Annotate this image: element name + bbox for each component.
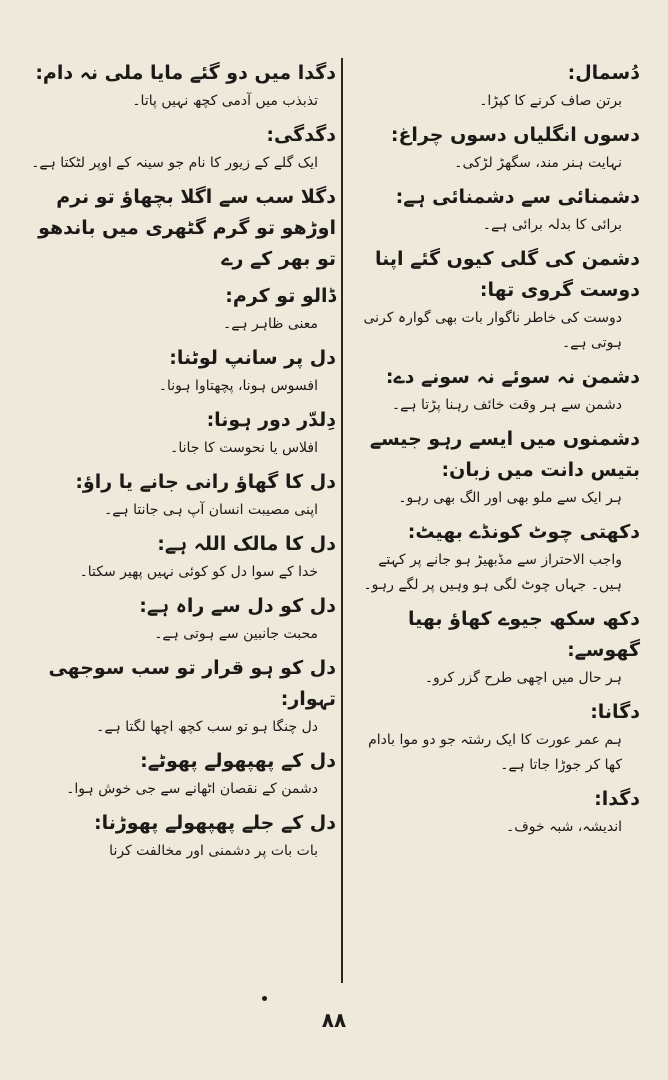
entry-meaning: دوست کی خاطر ناگوار بات بھی گوارہ کرنی ہوتی ہے۔ — [363, 310, 622, 351]
entry-headword: دگدا: — [594, 788, 640, 810]
entry-headword: دِلدّر دور ہونا: — [206, 409, 336, 431]
entry-meaning: ایک گلے کے زیور کا نام جو سینہ کے اوپر لٹکتا ہے۔ — [31, 155, 318, 171]
entry — [28, 58, 336, 114]
entry-headword: دشمن کی گلی کیوں گئے اپنا دوست گروی تھا: — [374, 248, 640, 301]
entry — [352, 784, 640, 840]
entry-meaning: اندیشہ، شبہ خوف۔ — [506, 819, 622, 835]
entry-meaning: ہم عمر عورت کا ایک رشتہ جو دو موا بادام کھا کر جوڑا جاتا ہے۔ — [368, 732, 622, 773]
entry — [28, 529, 336, 585]
entry-meaning: بات بات پر دشمنی اور مخالفت کرنا — [109, 843, 318, 859]
entry-meaning: اپنی مصیبت انسان آپ ہی جانتا ہے۔ — [104, 502, 318, 518]
entry-meaning: محبت جانبین سے ہوتی ہے۔ — [154, 626, 318, 642]
entry-meaning: دل چنگا ہو تو سب کچھ اچھا لگتا ہے۔ — [96, 719, 318, 735]
entry-headword: ڈالو تو کرم: — [225, 285, 336, 307]
entry — [352, 120, 640, 176]
entry — [352, 58, 640, 114]
entry-headword: دل کو دل سے راہ ہے: — [139, 595, 336, 617]
entry-meaning: دشمن سے ہر وقت خائف رہنا پڑتا ہے۔ — [391, 397, 622, 413]
entry-meaning: دشمن کے نقصان اٹھانے سے جی خوش ہوا۔ — [66, 781, 318, 797]
entry — [352, 244, 640, 356]
entry — [28, 182, 336, 275]
entry-meaning: ہر حال میں اچھی طرح گزر کرو۔ — [424, 670, 622, 686]
entry-headword: دگانا: — [590, 701, 640, 723]
entry-headword: دکھتی چوٹ کونڈے بھیٹ: — [407, 521, 640, 543]
entry-meaning: افسوس ہونا، پچھتاوا ہونا۔ — [158, 378, 318, 394]
entry-headword: دل پر سانپ لوٹنا: — [169, 347, 336, 369]
entry-meaning: برتن صاف کرنے کا کپڑا۔ — [479, 93, 622, 109]
entry-headword: دشمنوں میں ایسے رہو جیسے بتیس دانت میں زبان: — [369, 428, 640, 481]
entry-headword: دل کو ہو قرار تو سب سوجھی تہوار: — [48, 657, 336, 710]
entry-headword: دشمن نہ سوئے نہ سونے دے: — [385, 366, 640, 388]
entry — [28, 591, 336, 647]
column-divider — [341, 58, 343, 983]
entry-meaning: تذبذب میں آدمی کچھ نہیں پاتا۔ — [132, 93, 318, 109]
entry-headword: دُسمال: — [567, 62, 640, 84]
entry — [352, 424, 640, 511]
entry-headword: دکھ سکھ جیوے کھاؤ بھیا گھوسے: — [407, 608, 640, 661]
page-number: ۸۸ — [321, 1008, 347, 1032]
entry-meaning: نہایت ہنر مند، سگھڑ لڑکی۔ — [454, 155, 622, 171]
left-column — [28, 58, 336, 870]
entry-headword: دل کا گھاؤ رانی جانے یا راؤ: — [75, 471, 336, 493]
entry-headword: دل کے جلے پھپھولے پھوڑنا: — [93, 812, 336, 834]
entry — [28, 343, 336, 399]
entry-headword: دسوں انگلیاں دسوں چراغ: — [390, 124, 640, 146]
entry-meaning: افلاس یا نحوست کا جانا۔ — [170, 440, 318, 456]
entry-meaning: برائی کا بدلہ برائی ہے۔ — [482, 217, 622, 233]
right-column — [352, 58, 640, 846]
entry-headword: دگلا سب سے اگلا بچھاؤ تو نرم اوڑھو تو گرم گٹھری میں باندھو تو بھر کے رے — [38, 186, 336, 270]
entry — [28, 808, 336, 864]
ink-dot — [262, 996, 267, 1001]
entry-headword: دل کا مالک اللہ ہے: — [157, 533, 336, 555]
entry-headword: دگدگی: — [266, 124, 336, 146]
entry — [352, 697, 640, 778]
entry-meaning: ہر ایک سے ملو بھی اور الگ بھی رہو۔ — [398, 490, 622, 506]
entry-headword: دل کے پھپھولے پھوٹے: — [140, 750, 336, 772]
entry — [28, 467, 336, 523]
entry — [352, 517, 640, 598]
entry — [352, 362, 640, 418]
entry — [28, 120, 336, 176]
entry — [28, 405, 336, 461]
entry — [28, 653, 336, 740]
entry-meaning: واجب الاحتراز سے مڈبھیڑ ہو جانے پر کہتے ہیں۔ جہاں چوٹ لگی ہو وہیں پر لگے رہو۔ — [363, 552, 622, 593]
entry — [352, 182, 640, 238]
entry-meaning: خدا کے سوا دل کو کوئی نہیں پھیر سکتا۔ — [79, 564, 318, 580]
entry — [28, 281, 336, 337]
entry-headword: دشمنائی سے دشمنائی ہے: — [395, 186, 640, 208]
entry — [352, 604, 640, 691]
entry-meaning: معنی ظاہر ہے۔ — [223, 316, 318, 332]
entry-headword: دگدا میں دو گئے مایا ملی نہ دام: — [35, 62, 336, 84]
entry — [28, 746, 336, 802]
